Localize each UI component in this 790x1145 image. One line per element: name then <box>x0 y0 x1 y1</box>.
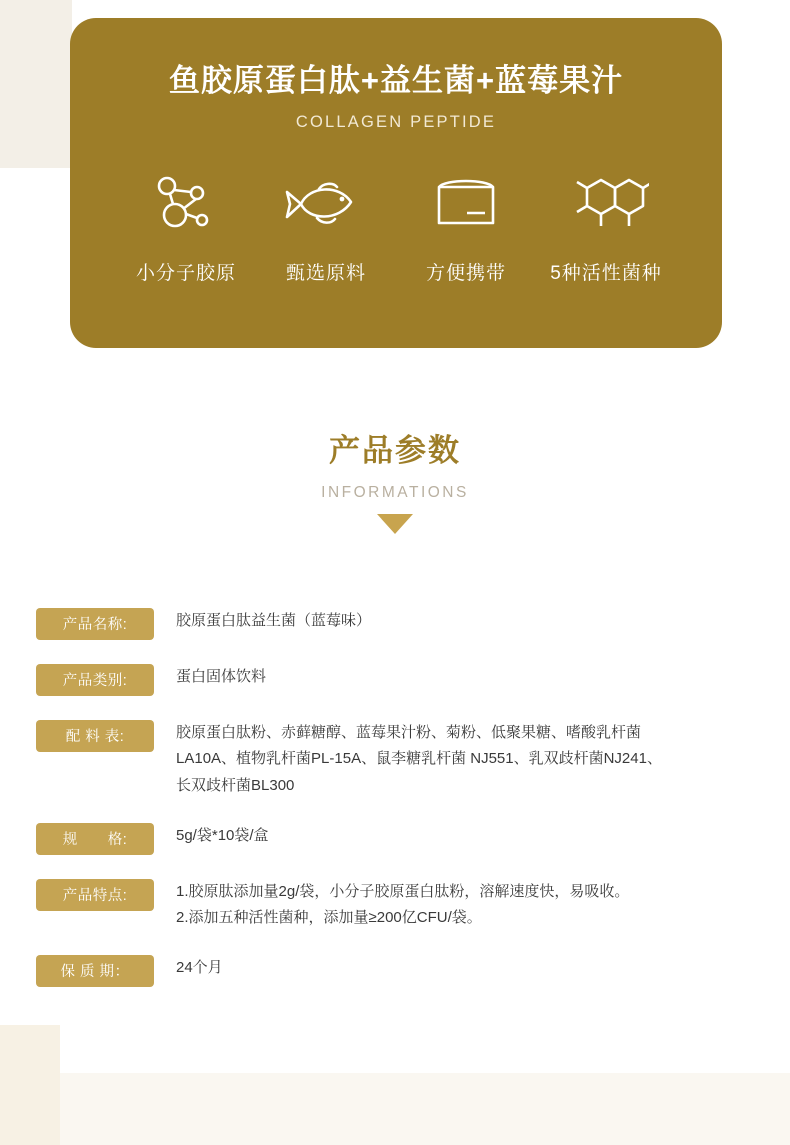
background-corner-top-left <box>0 0 72 168</box>
spec-value <box>154 720 766 799</box>
spec-label: 保 质 期： <box>36 955 154 987</box>
feature-item-strains <box>536 166 676 285</box>
spec-value <box>154 879 766 932</box>
section-heading <box>0 425 790 534</box>
spec-table <box>36 608 766 1011</box>
table-row <box>36 720 766 799</box>
background-corner-bottom-left <box>0 1025 60 1145</box>
molecule-icon <box>116 166 256 242</box>
spec-label: 配 料 表: <box>36 720 154 752</box>
table-row <box>36 879 766 932</box>
spec-value <box>154 664 766 690</box>
page-title: 产品参数 <box>329 433 461 468</box>
feature-label: 甄选原料 <box>285 263 366 285</box>
table-row <box>36 608 766 640</box>
feature-item-molecule <box>116 166 256 285</box>
spec-value-line: 胶原蛋白肽益生菌（蓝莓味） <box>176 612 372 629</box>
spec-value-line: 5g/袋*10袋/盒 <box>176 826 269 844</box>
fish-icon <box>256 166 396 242</box>
spec-value <box>154 955 766 981</box>
spec-label: 产品名称: <box>36 608 154 640</box>
hero-subtitle: COLLAGEN PEPTIDE <box>295 113 497 132</box>
spec-label: 产品类别: <box>36 664 154 696</box>
spec-value-line: 胶原蛋白肽粉、赤藓糖醇、蓝莓果汁粉、菊粉、低聚果糖、嗜酸乳杆菌 <box>176 724 642 741</box>
feature-item-fish <box>256 166 396 285</box>
feature-row <box>116 166 676 285</box>
spec-value-line: LA10A、植物乳杆菌PL-15A、鼠李糖乳杆菌 NJ551、乳双歧杆菌NJ241、 <box>176 750 662 768</box>
spec-value <box>154 823 766 849</box>
table-row <box>36 664 766 696</box>
hero-title: 鱼胶原蛋白肽+益生菌+蓝莓果汁 <box>168 63 624 98</box>
down-triangle-icon <box>377 514 413 534</box>
table-row <box>36 955 766 987</box>
feature-item-sachet <box>396 166 536 285</box>
spec-value-line: 蛋白固体饮料 <box>176 668 267 685</box>
spec-value-line: 2.添加五种活性菌种，添加量≥200亿CFU/袋。 <box>176 909 482 926</box>
feature-label: 5种活性菌种 <box>550 263 662 285</box>
page-subtitle: INFORMATIONS <box>321 484 469 501</box>
spec-value-line: 长双歧杆菌BL300 <box>176 776 295 794</box>
spec-label: 规 格: <box>36 823 154 855</box>
background-band-bottom <box>0 1073 790 1145</box>
spec-label: 产品特点: <box>36 879 154 911</box>
sachet-icon <box>396 166 536 242</box>
hero-card <box>70 18 722 348</box>
feature-label: 小分子胶原 <box>135 263 236 285</box>
spec-value <box>154 608 766 634</box>
table-row <box>36 823 766 855</box>
spec-value-line: 1.胶原肽添加量2g/袋，小分子胶原蛋白肽粉，溶解速度快，易吸收。 <box>176 882 630 900</box>
feature-label: 方便携带 <box>425 263 506 285</box>
spec-value-line: 24个月 <box>176 959 223 977</box>
hexagon-chain-icon <box>536 166 676 242</box>
